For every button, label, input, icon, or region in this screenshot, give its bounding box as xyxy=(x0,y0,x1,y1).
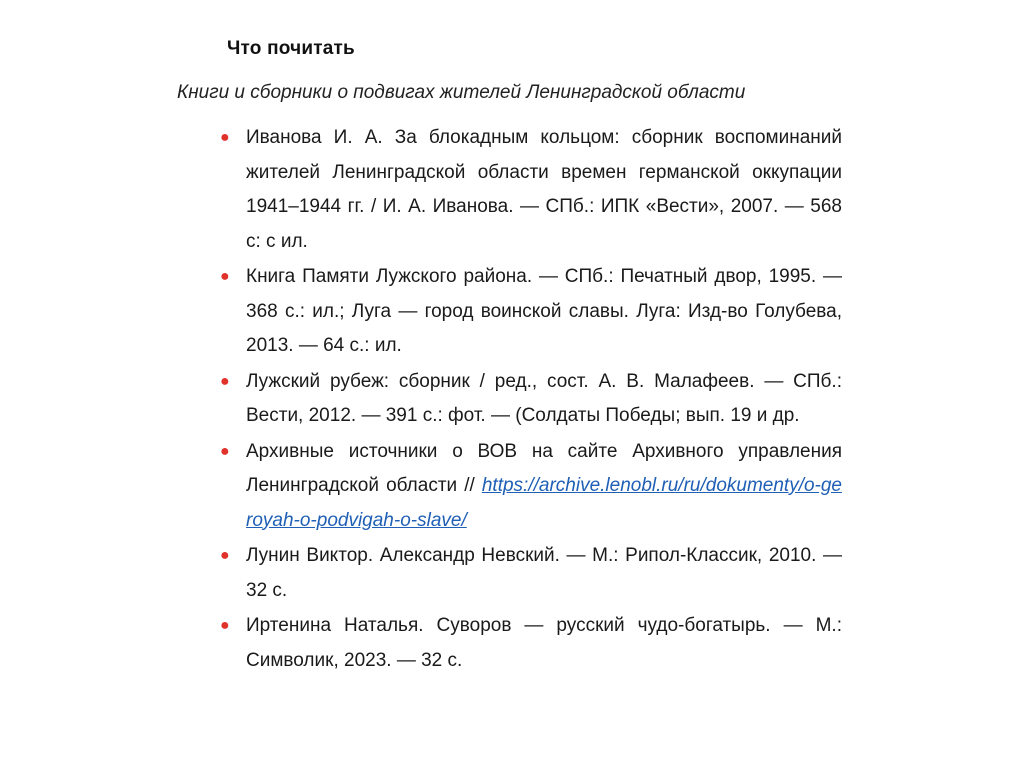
bullet-icon: ● xyxy=(220,129,230,146)
list-item-2 xyxy=(220,260,842,364)
list-item-text: Иванова И. А. За блокадным кольцом: сборник воспоминаний жителей Ленинградской области времен германской оккупации 1941–1944 гг. / И. А. Иванова. — СПб.: ИПК «Вести», 2007. — 568 с: с ил. xyxy=(246,127,842,252)
bullet-icon: ● xyxy=(220,547,230,564)
list-item-text: Лужский рубеж: сборник / ред., сост. А. В. Малафеев. — СПб.: Вести, 2012. — 391 с.: фот. — (Солдаты Победы; вып. 19 и др. xyxy=(246,370,842,426)
list-item-text: Архивные источники о ВОВ на сайте Архивного управления Ленинградской области // xyxy=(246,440,842,496)
list-item-text: Книга Памяти Лужского района. — СПб.: Печатный двор, 1995. — 368 с.: ил.; Луга — город воинской славы. Луга: Изд-во Голубева, 2013. — 64 с.: ил. xyxy=(246,266,842,356)
archive-link[interactable]: https://archive.lenobl.ru/ru/dokumenty/o-geroyah-o-podvigah-o-slave/ xyxy=(246,475,842,531)
page-subtitle: Книги и сборники о подвигах жителей Ленинградской области xyxy=(177,82,746,103)
list-item-6 xyxy=(220,609,842,678)
reading-list xyxy=(220,121,842,679)
bullet-icon: ● xyxy=(220,617,230,634)
bullet-icon: ● xyxy=(220,372,230,390)
list-item-text: Иртенина Наталья. Суворов — русский чудо-богатырь. — М.: Символик, 2023. — 32 с. xyxy=(246,615,842,671)
list-item-text: Лунин Виктор. Александр Невский. — М.: Рипол-Классик, 2010. — 32 с. xyxy=(246,545,842,601)
list-item-5 xyxy=(220,539,842,608)
bullet-icon: ● xyxy=(220,442,230,460)
list-item-4 xyxy=(220,435,842,539)
list-item-1 xyxy=(220,121,842,259)
list-item-3 xyxy=(220,365,842,434)
page-title: Что почитать xyxy=(227,38,355,59)
bullet-icon: ● xyxy=(220,268,230,285)
